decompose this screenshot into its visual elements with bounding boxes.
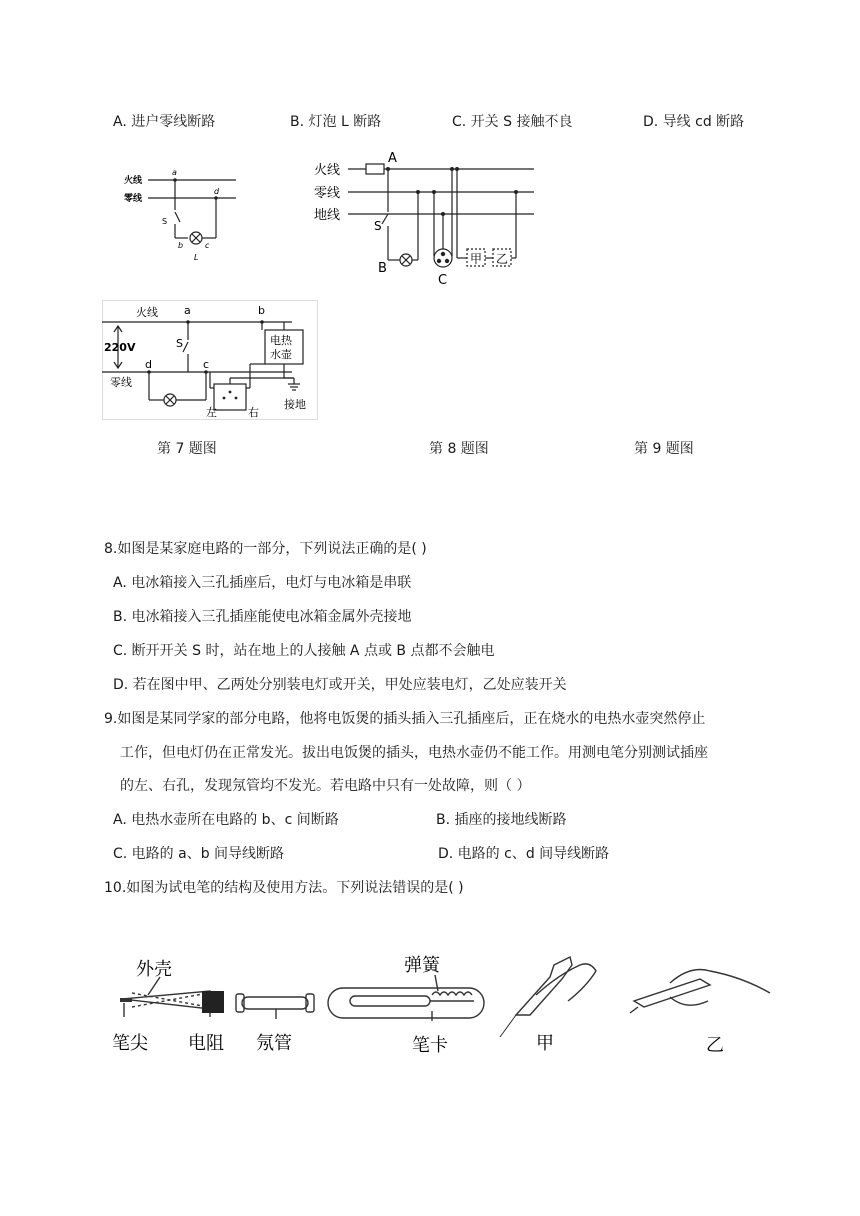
q8-option-b: B. 电冰箱接入三孔插座能使电冰箱金属外壳接地 [113,609,412,625]
fig9-s-label: S [176,337,183,350]
fig7-neutral-label: 零线 [124,194,143,204]
fig9-neutral-label: 零线 [110,376,132,389]
fig8-jia-label: 甲 [470,252,483,266]
q7-option-a: A. 进户零线断路 [113,114,216,130]
fig7-b-label: b [178,241,184,250]
fig9-left-label: 左 [206,406,217,419]
fig10-resistor-label: 电阻 [188,1033,224,1054]
figure-7-caption: 第 7 题图 [157,441,217,457]
figure-10-test-pen [110,935,780,1065]
q7-option-b: B. 灯泡 L 断路 [290,114,382,130]
fig7-d-label: d [214,187,220,196]
fig10-clip-label: 笔卡 [412,1035,448,1056]
fig9-voltage-label: 220V [104,341,136,354]
fig9-hot-label: 火线 [136,306,158,319]
fig8-c-label: C [438,273,448,288]
figure-8-circuit [312,150,542,290]
fig10-shell-label: 外壳 [136,959,172,980]
q8-stem: 8.如图是某家庭电路的一部分，下列说法正确的是( ) [104,541,427,557]
fig8-hot-label: 火线 [314,163,341,178]
q9-stem-line-1: 9.如图是某同学家的部分电路，他将电饭煲的插头插入三孔插座后，正在烧水的电热水壶突然停止 [104,711,706,727]
fig9-a-label: a [184,304,191,317]
fig8-neutral-label: 零线 [314,186,341,201]
fig8-ground-label: 地线 [314,208,341,223]
q7-option-d: D. 导线 cd 断路 [643,114,745,130]
q7-option-c: C. 开关 S 接触不良 [452,114,573,130]
fig8-s-label: S [374,219,382,233]
q8-option-c: C. 断开开关 S 时，站在地上的人接触 A 点或 B 点都不会触电 [113,643,495,659]
q9-stem-line-3: 的左、右孔，发现氖管均不发光。若电路中只有一处故障，则（ ） [120,778,531,794]
fig7-s-label: S [162,217,168,226]
fig9-b-label: b [258,304,265,317]
figure-9-caption: 第 9 题图 [634,441,694,457]
fig7-hot-label: 火线 [124,176,143,186]
figure-8-caption: 第 8 题图 [429,441,489,457]
fig9-c-label: c [203,358,210,371]
fig9-right-label: 右 [248,406,259,419]
fig9-kettle-label-1: 电热 [270,334,292,347]
fig8-a-label: A [388,151,397,166]
fig9-ground-label: 接地 [284,398,306,411]
q10-stem: 10.如图为试电笔的结构及使用方法。下列说法错误的是( ) [104,880,464,896]
fig10-neon-label: 氖管 [256,1033,292,1054]
fig8-b-label: B [378,261,387,276]
fig7-l-label: L [194,253,199,262]
q9-option-c: C. 电路的 a、b 间导线断路 [113,846,285,862]
q9-option-b: B. 插座的接地线断路 [436,812,567,828]
q9-option-a: A. 电热水壶所在电路的 b、c 间断路 [113,812,339,828]
q9-stem-line-2: 工作，但电灯仍在正常发光。拔出电饭煲的插头，电热水壶仍不能工作。用测电笔分别测试插座 [120,745,708,761]
figure-9-circuit [102,300,318,420]
q9-option-d: D. 电路的 c、d 间导线断路 [438,846,610,862]
fig10-spring-label: 弹簧 [404,955,440,976]
fig7-c-label: c [205,241,210,250]
fig10-yi-label: 乙 [706,1035,724,1056]
fig7-a-label: a [172,168,177,177]
fig10-tip-label: 笔尖 [112,1033,148,1054]
q8-option-d: D. 若在图中甲、乙两处分别装电灯或开关，甲处应装电灯，乙处应装开关 [113,677,567,693]
q8-option-a: A. 电冰箱接入三孔插座后，电灯与电冰箱是串联 [113,575,412,591]
figure-7-circuit [118,160,248,265]
fig8-yi-label: 乙 [496,252,509,266]
fig10-jia-label: 甲 [536,1033,554,1054]
fig9-kettle-label-2: 水壶 [270,348,292,361]
fig9-d-label: d [145,358,152,371]
